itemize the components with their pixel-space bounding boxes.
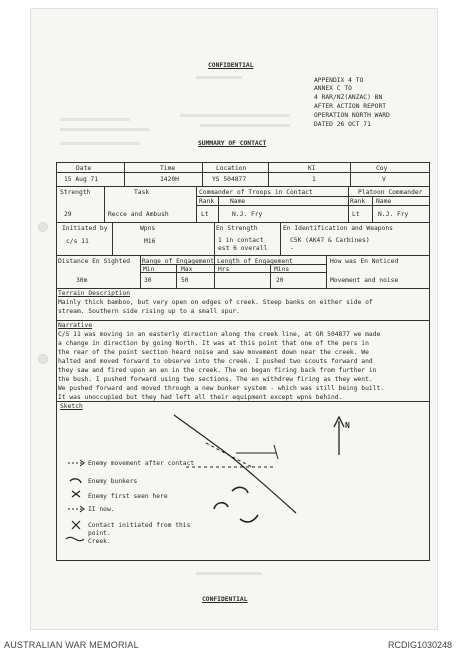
range-header: Range of Engagement bbox=[142, 258, 215, 265]
row-divider bbox=[56, 288, 430, 289]
weapons-value: M16 bbox=[144, 238, 156, 245]
terrain-heading: Terrain Description bbox=[58, 290, 131, 297]
range-min-value: 30 bbox=[144, 277, 152, 284]
range-min-header: Min bbox=[143, 266, 155, 273]
commander-rank-value: Lt bbox=[201, 211, 209, 218]
en-identification-header: En Identification and Weapons bbox=[283, 225, 393, 232]
cell-divider bbox=[280, 222, 281, 255]
dated-label: DATED 26 OCT 71 bbox=[314, 121, 371, 128]
legend-bunker-icon bbox=[70, 479, 81, 483]
sketch-heading: Sketch bbox=[60, 403, 83, 410]
header-underline bbox=[196, 205, 430, 206]
cell-divider bbox=[112, 222, 113, 255]
show-through-text bbox=[196, 76, 242, 79]
cell-divider bbox=[326, 255, 327, 288]
show-through-text bbox=[60, 128, 150, 131]
enemy-bunker-icon bbox=[232, 487, 248, 493]
ki-value: 1 bbox=[312, 176, 316, 183]
enemy-movement-line bbox=[236, 445, 278, 459]
show-through-text bbox=[60, 142, 140, 145]
cell-divider bbox=[104, 186, 105, 222]
commander-header: Commander of Troops in Contact bbox=[199, 189, 313, 196]
platoon-name-header: Name bbox=[376, 198, 392, 205]
cell-divider bbox=[270, 264, 271, 288]
noticed-value: Movement and noise bbox=[330, 277, 399, 284]
cell-divider bbox=[348, 186, 349, 222]
show-through-text bbox=[196, 572, 262, 575]
coy-value: V bbox=[382, 176, 386, 183]
narrative-heading: Narrative bbox=[58, 322, 93, 329]
cell-divider bbox=[350, 162, 351, 186]
cell-divider bbox=[372, 196, 373, 222]
platoon-name-value: N.J. Fry bbox=[378, 211, 409, 218]
header-underline bbox=[196, 196, 430, 197]
archive-name: AUSTRALIAN WAR MEMORIAL bbox=[4, 640, 139, 650]
report-label: AFTER ACTION REPORT bbox=[314, 103, 387, 110]
legend-item: Enemy bunkers bbox=[88, 478, 138, 485]
row-divider bbox=[56, 320, 430, 321]
strength-value: 29 bbox=[64, 211, 72, 218]
en-identification-value-2: - bbox=[290, 245, 294, 252]
classification-bottom: CONFIDENTIAL bbox=[202, 596, 248, 603]
task-header: Task bbox=[134, 189, 150, 196]
show-through-text bbox=[180, 114, 290, 117]
punch-hole-bottom bbox=[38, 354, 48, 364]
operation-label: OPERATION NORTH WARD bbox=[314, 112, 390, 119]
row-divider bbox=[56, 186, 430, 187]
en-strength-value-2: est 6 overall bbox=[218, 245, 268, 252]
row-divider bbox=[56, 255, 430, 256]
archive-id: RCDIG1030248 bbox=[387, 640, 452, 650]
terrain-line-1: Mainly thick bamboo, but very open on edges of creek. Steep banks on either side of bbox=[58, 299, 373, 306]
enemy-bunker-icon bbox=[214, 503, 228, 509]
enemy-bunker-icon bbox=[240, 515, 258, 522]
punch-hole-top bbox=[38, 222, 48, 232]
platoon-rank-value: Lt bbox=[352, 211, 360, 218]
platoon-rank-header: Rank bbox=[350, 198, 366, 205]
en-identification-value: C5K (AK47 & Carbines) bbox=[290, 237, 370, 244]
enemy-movement-line bbox=[206, 443, 252, 467]
narrative-line: halted and moved forward to observe into the creek. I pushed two scouts forward and bbox=[58, 358, 373, 365]
legend-first-seen-icon bbox=[72, 491, 80, 497]
cell-divider bbox=[176, 264, 177, 288]
annex-label: ANNEX C TO bbox=[314, 85, 352, 92]
weapons-header: Wpns bbox=[140, 225, 156, 232]
legend-item: Contact initiated from this bbox=[88, 522, 191, 529]
commander-name-value: N.J. Fry bbox=[232, 211, 263, 218]
initiated-header: Initiated by bbox=[62, 225, 108, 232]
terrain-line-2: stream. Southern side rising up to a small spur. bbox=[58, 308, 240, 315]
time-value: 1420H bbox=[160, 176, 179, 183]
legend-item: Creek. bbox=[88, 538, 111, 545]
length-header: Length of Engagement bbox=[217, 258, 293, 265]
archive-footer bbox=[0, 636, 456, 654]
narrative-line: C/S 11 was moving in an easterly direction along the creek line, at GR 504877 we made bbox=[58, 331, 381, 338]
north-label: N bbox=[345, 421, 350, 430]
cell-divider bbox=[196, 186, 197, 222]
classification-top: CONFIDENTIAL bbox=[208, 62, 254, 69]
en-strength-value-1: 1 in contact bbox=[218, 237, 264, 244]
strength-header: Strength bbox=[60, 189, 91, 196]
cell-divider bbox=[218, 196, 219, 222]
time-header: Time bbox=[160, 165, 176, 172]
en-strength-header: En Strength bbox=[216, 225, 258, 232]
narrative-line: the rear of the point section heard noise and saw movement down near the creek. We bbox=[58, 349, 369, 356]
summary-title: SUMMARY OF CONTACT bbox=[198, 140, 267, 147]
length-hrs-header: Hrs bbox=[218, 266, 230, 273]
date-header: Date bbox=[76, 165, 92, 172]
show-through-text bbox=[200, 124, 290, 127]
cell-divider bbox=[268, 162, 269, 186]
unit-label: 4 RAR/NZ(ANZAC) BN bbox=[314, 94, 383, 101]
legend-item: point. bbox=[88, 530, 111, 537]
narrative-line: they saw and fired upon an en in the creek. The en began firing back from further in bbox=[58, 367, 377, 374]
show-through-text bbox=[60, 118, 130, 121]
cell-divider bbox=[124, 162, 125, 186]
ki-header: KI bbox=[308, 165, 316, 172]
narrative-line: the bush. I pushed forward using two sections. The en withdrew firing as they went. bbox=[58, 376, 373, 383]
appendix-label: APPENDIX 4 TO bbox=[314, 77, 364, 84]
coy-header: Coy bbox=[376, 165, 388, 172]
cell-divider bbox=[214, 222, 215, 255]
initiated-value: c/s 11 bbox=[66, 238, 89, 245]
platoon-commander-header: Platoon Commander bbox=[358, 189, 423, 196]
legend-item: Enemy first seen here bbox=[88, 493, 168, 500]
task-value: Recce and Ambush bbox=[108, 211, 169, 218]
location-value: YS 504877 bbox=[212, 176, 247, 183]
legend-item: II now. bbox=[88, 506, 115, 513]
commander-rank-header: Rank bbox=[199, 198, 215, 205]
legend-creek-icon bbox=[66, 537, 84, 540]
range-max-header: Max bbox=[181, 266, 193, 273]
location-header: Location bbox=[216, 165, 247, 172]
header-underline bbox=[140, 272, 326, 273]
range-max-value: 50 bbox=[181, 277, 189, 284]
distance-header: Distance En Sighted bbox=[58, 258, 131, 265]
length-mins-header: Mins bbox=[274, 266, 290, 273]
narrative-line: It was unoccupied but they had left all their equipment except wpns behind. bbox=[58, 394, 343, 401]
legend-item: Enemy movement after contact bbox=[88, 460, 195, 467]
distance-value: 30m bbox=[76, 277, 88, 284]
length-mins-value: 20 bbox=[276, 277, 284, 284]
noticed-header: How was En Noticed bbox=[330, 258, 399, 265]
narrative-line: a change in direction by going North. It was at this point that one of the pers in bbox=[58, 340, 369, 347]
legend-contact-icon bbox=[72, 521, 80, 529]
date-value: 15 Aug 71 bbox=[64, 176, 99, 183]
header-underline bbox=[56, 172, 430, 173]
commander-name-header: Name bbox=[230, 198, 246, 205]
narrative-line: We pushed forward and moved through a new bunker system - which was still being built. bbox=[58, 385, 385, 392]
cell-divider bbox=[202, 162, 203, 186]
